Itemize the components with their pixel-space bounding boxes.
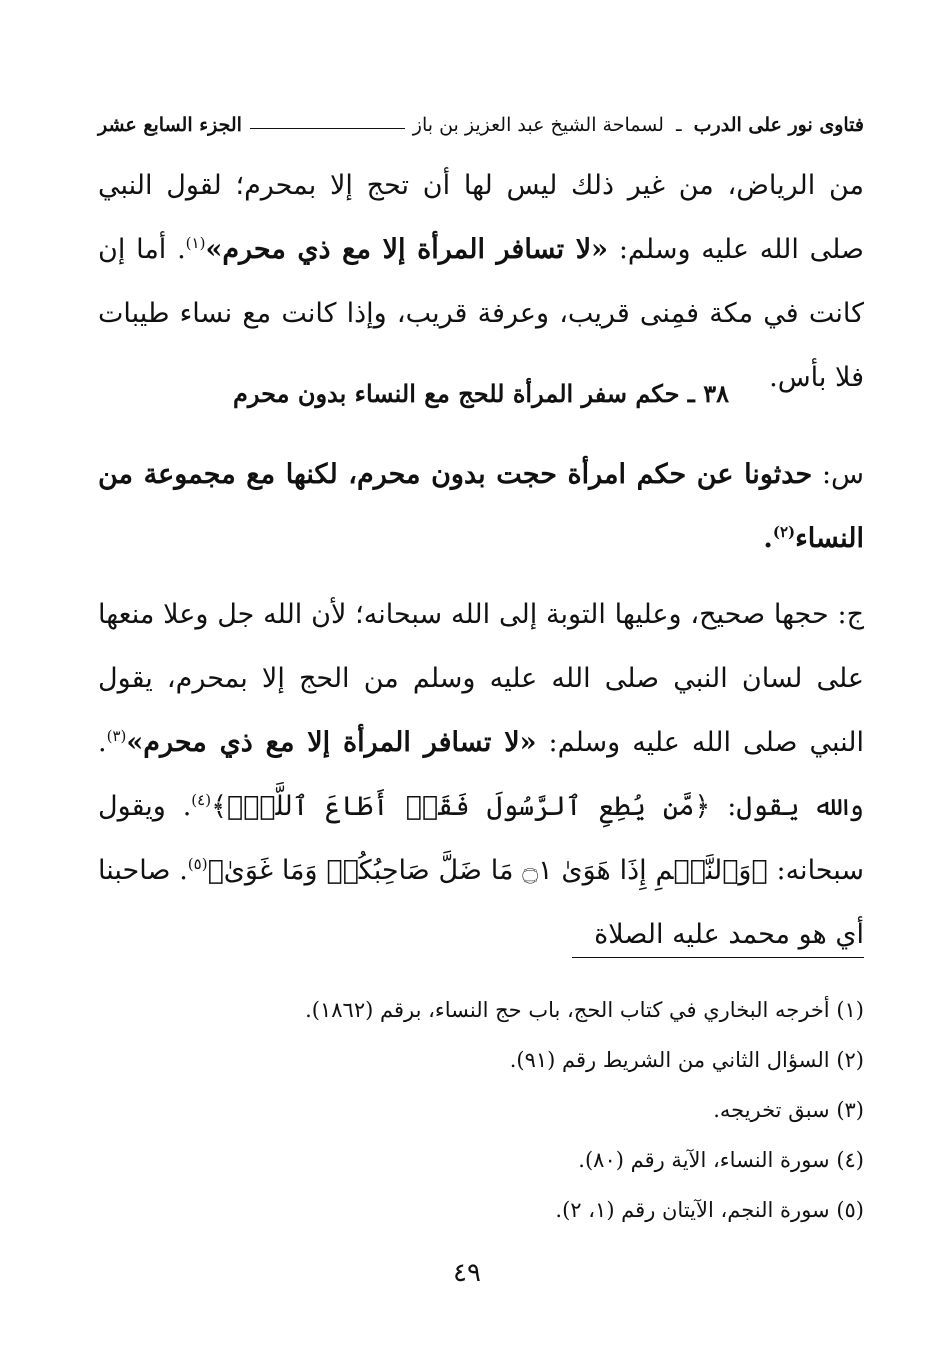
- footnote-ref-2: (٢): [772, 523, 796, 541]
- footnote-ref-5: (٥): [187, 855, 208, 873]
- footnote-item: (٣) سبق تخريجه.: [713, 1098, 864, 1122]
- volume-label: الجزء السابع عشر: [98, 114, 242, 136]
- footnote-item: (٢) السؤال الثاني من الشريط رقم (٩١).: [509, 1048, 864, 1072]
- hadith-quote: «لا تسافر المرأة إلا مع ذي محرم»: [205, 234, 609, 265]
- footnote-ref-3: (٣): [106, 727, 127, 745]
- footnote-ref-1: (١): [185, 234, 206, 252]
- answer-text: ج: حجها صحيح، وعليها التوبة إلى الله سبحانه؛ لأن الله جل وعلا منعها على لسان النبي صلى الله عليه وسلم من الحج إلا بمحرم، يقول النبي صلى الله عليه وسلم:: [98, 599, 864, 758]
- answer-paragraph: [98, 583, 864, 967]
- header-rule: [250, 128, 405, 129]
- footnote-rule: [572, 957, 864, 958]
- section-heading: ٣٨ ـ حكم سفر المرأة للحج مع النساء بدون محرم: [233, 379, 729, 408]
- question-paragraph: [98, 443, 864, 571]
- paragraph-text: . أما إن كانت في مكة فمِنى قريب، وعرفة قريب، وإذا كانت مع نساء طيبات فلا بأس.: [98, 234, 864, 393]
- footnotes: [98, 985, 864, 1235]
- hadith-quote: «لا تسافر المرأة إلا مع ذي محرم»: [126, 727, 537, 758]
- answer-text: . صاحبنا أي هو محمد عليه الصلاة: [98, 855, 864, 950]
- answer-text: . والله يقول:: [98, 727, 864, 822]
- answer-text: . ويقول سبحانه:: [98, 791, 864, 886]
- footnote-item: (٤) سورة النساء، الآية رقم (٨٠).: [578, 1148, 864, 1172]
- running-header: [98, 96, 864, 136]
- quran-verse: ﴿مَّن يُطِعِ ٱلرَّسُولَ فَقَدۡ أَطَاعَ ٱللَّهَۖ﴾: [211, 791, 711, 822]
- footnote-item: (٥) سورة النجم، الآيتان رقم (١، ٢).: [555, 1198, 864, 1222]
- question-end: .: [763, 523, 773, 554]
- paragraph-text: من الرياض، من غير ذلك ليس لها أن تحج إلا بمحرم؛ لقول النبي صلى الله عليه وسلم:: [98, 170, 864, 265]
- header-separator: ـ: [676, 114, 682, 136]
- header-title-group: [413, 114, 864, 136]
- footnote-ref-4: (٤): [191, 791, 212, 809]
- quran-verse: ﴿وَٱلنَّجۡمِ إِذَا هَوَىٰ ۝١ مَا ضَلَّ صَاحِبُكُمۡ وَمَا غَوَىٰ﴾: [207, 855, 768, 886]
- book-title: فتاوى نور على الدرب: [693, 114, 864, 136]
- question-marker: س:: [812, 459, 865, 490]
- footnote-item: (١) أخرجه البخاري في كتاب الحج، باب حج النساء، برقم (١٨٦٢).: [305, 998, 864, 1022]
- question-text: حدثونا عن حكم امرأة حجت بدون محرم، لكنها مع مجموعة من النساء: [98, 459, 864, 554]
- page-number: ٤٩: [453, 1258, 481, 1288]
- author-name: لسماحة الشيخ عبد العزيز بن باز: [412, 114, 664, 136]
